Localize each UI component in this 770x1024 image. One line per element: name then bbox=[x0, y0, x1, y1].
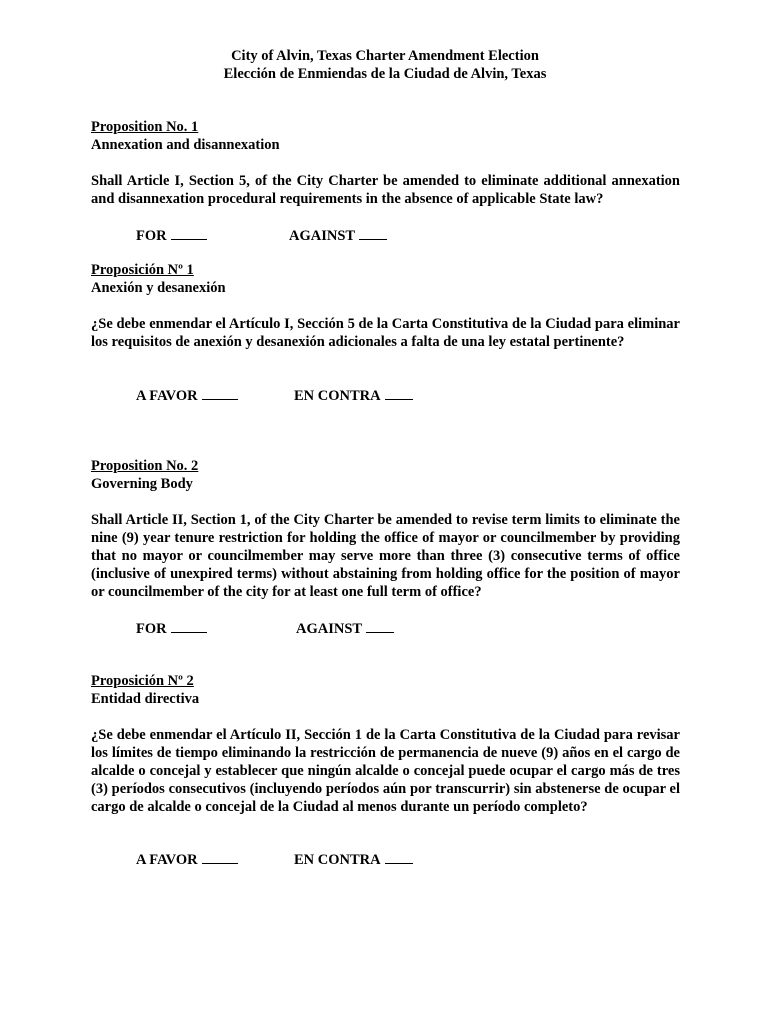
proposition-heading bbox=[91, 457, 680, 493]
against-blank-line[interactable] bbox=[385, 386, 413, 400]
ballot-against-2-es bbox=[294, 850, 413, 869]
proposition-number: Proposition No. 2 bbox=[91, 458, 199, 474]
ballot-options-1-en bbox=[136, 226, 207, 245]
proposition-heading bbox=[91, 118, 680, 154]
ballot-options-2-es bbox=[136, 850, 238, 869]
proposition-number: Proposition No. 1 bbox=[91, 119, 199, 135]
against-blank-line[interactable] bbox=[366, 619, 394, 633]
against-label: AGAINST bbox=[289, 228, 356, 244]
against-blank-line[interactable] bbox=[359, 226, 387, 240]
proposition-question: Shall Article I, Section 5, of the City Charter be amended to eliminate additional annexation and disannexation procedural requirements in the absence of applicable State law? bbox=[91, 173, 680, 207]
proposition-question: ¿Se debe enmendar el Artículo I, Sección 5 de la Carta Constitutiva de la Ciudad para eliminar los requisitos de anexión y desanexión adicionales a falta de una ley estatal pertinente? bbox=[91, 316, 680, 350]
against-label: EN CONTRA bbox=[294, 852, 381, 868]
proposition-number: Proposición Nº 1 bbox=[91, 262, 194, 278]
for-label: FOR bbox=[136, 621, 167, 637]
proposition-subject: Anexión y desanexión bbox=[91, 280, 226, 296]
proposition-2-es bbox=[91, 672, 680, 816]
against-label: EN CONTRA bbox=[294, 388, 381, 404]
against-label: AGAINST bbox=[296, 621, 363, 637]
ballot-against-1-en bbox=[289, 226, 387, 245]
title-english: City of Alvin, Texas Charter Amendment Election bbox=[231, 48, 539, 64]
proposition-question: Shall Article II, Section 1, of the City Charter be amended to revise term limits to eliminate the nine (9) year tenure restriction for holding the office of mayor or councilmember by providing that no mayor or councilmember may serve more than three (3) consecutive terms of office (inclusive of unexpired terms) without abstaining from holding office for the position of mayor or councilmember of the city for at least one full term of office? bbox=[91, 512, 680, 600]
proposition-1-en bbox=[91, 118, 680, 208]
title-spanish: Elección de Enmiendas de la Ciudad de Alvin, Texas bbox=[223, 66, 547, 82]
ballot-options-1-es bbox=[136, 386, 238, 405]
for-label: A FAVOR bbox=[136, 852, 198, 868]
ballot-options-2-en bbox=[136, 619, 207, 638]
proposition-1-es bbox=[91, 261, 680, 351]
proposition-question: ¿Se debe enmendar el Artículo II, Sección 1 de la Carta Constitutiva de la Ciudad para revisar los límites de tiempo eliminando la restricción de permanencia de nueve (9) años en el cargo de alcalde o concejal y establecer que ningún alcalde o concejal puede ocupar el cargo más de tres (3) períodos consecutivos (incluyendo períodos aún por transcurrir) sin abstenerse de ocupar el cargo de alcalde o concejal de la Ciudad al menos durante un período completo? bbox=[91, 727, 680, 815]
for-blank-line[interactable] bbox=[202, 386, 238, 400]
proposition-subject: Governing Body bbox=[91, 476, 193, 492]
for-label: FOR bbox=[136, 228, 167, 244]
proposition-2-en bbox=[91, 457, 680, 601]
proposition-subject: Annexation and disannexation bbox=[91, 137, 280, 153]
for-blank-line[interactable] bbox=[171, 226, 207, 240]
proposition-subject: Entidad directiva bbox=[91, 691, 200, 707]
for-blank-line[interactable] bbox=[202, 850, 238, 864]
ballot-against-1-es bbox=[294, 386, 413, 405]
against-blank-line[interactable] bbox=[385, 850, 413, 864]
proposition-number: Proposición Nº 2 bbox=[91, 673, 194, 689]
document-header bbox=[0, 47, 770, 83]
ballot-against-2-en bbox=[296, 619, 394, 638]
for-blank-line[interactable] bbox=[171, 619, 207, 633]
for-label: A FAVOR bbox=[136, 388, 198, 404]
proposition-heading bbox=[91, 261, 680, 297]
proposition-heading bbox=[91, 672, 680, 708]
